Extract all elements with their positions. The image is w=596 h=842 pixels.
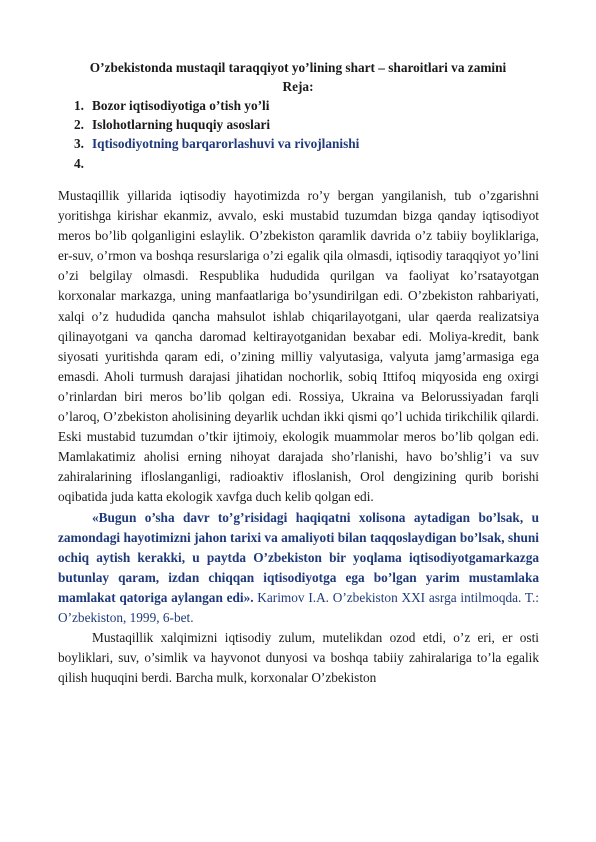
- plan-item: [74, 96, 359, 115]
- plan-item: [74, 134, 359, 153]
- plan-item-number: 1.: [74, 98, 84, 113]
- paragraph-intro: Mustaqillik yillarida iqtisodiy hayotimizda ro’y bergan yangilanish, tub o’zgarishni yoritishga kirishar ekanmiz, avvalo, eski mustabid tuzumdan bizga qanday iqtisodiyot meros bo’lib qolganligini eslaylik. O’zbekiston qaramlik davrida o’z tabiiy boyliklariga, er-suv, o’rmon va boshqa resurslariga o’zi egalik qila olmasdi, iqtisodiy taraqqiyot yo’lini o’zi belgilay olmasdi. Respublika hududida qurilgan va faoliyat ko’rsatayotgan korxonalar markazga, uning manfaatlariga bo’ysundirilgan edi. O’zbekiston rahbariyati, xalqi o’z hududida qancha mahsulot ishlab chiqarilayotgani, ular qaerda realizatsiya qilinayotgani va qancha daromad keltirayotganidan bexabar edi. Moliya-kredit, bank siyosati yuritishda qaram edi, o’zining milliy valyutasiga, valyuta jamg’armasiga ega emasdi. Aholi turmush darajasi jihatidan nochorlik, sobiq Ittifoq miqyosida eng oxirgi o’rinlardan biri meros bo’lib qolgan edi. Rossiya, Ukraina va Belorussiyadan farqli o’laroq, O’zbekiston aholisining deyarlik uchdan ikki qismi qo’l uchida tirikchilik qilardi. Eski mustabid tuzumdan o’tkir ijtimoiy, ekologik muammolar meros bo’lib qolgan edi. Mamlakatimiz aholisi erning nihoyat darajada sho’rlanishi, havo bo’shlig’i va suv zahiralarining ifloslanganligi, radioaktiv ifloslanish, Orol dengizining qurib borishi oqibatida juda katta ekologik xavfga duch kelib qolgan edi.: [58, 188, 539, 505]
- plan-item-text: Iqtisodiyotning barqarorlashuvi va rivojlanishi: [92, 136, 360, 152]
- plan-list: [74, 96, 359, 173]
- plan-item-number: 2.: [74, 117, 84, 133]
- plan-item: [74, 154, 359, 173]
- plan-item-text: Islohotlarning huquqiy asoslari: [92, 117, 271, 133]
- plan-heading: Reja:: [282, 79, 314, 94]
- page-title: O’zbekistonda mustaqil taraqqiyot yo’lining shart – sharoitlari va zamini: [89, 60, 507, 75]
- paragraph-independence: Mustaqillik xalqimizni iqtisodiy zulum, mutelikdan ozod etdi, o’z eri, er osti boyliklari, suv, o’simlik va hayvonot dunyosi va boshqa tabiiy zahiralariga to’la egalik qilish huquqini berdi. Barcha mulk, korxonalar O’zbekiston: [58, 630, 539, 686]
- plan-item-text: Bozor iqtisodiyotiga o’tish yo’li: [92, 98, 270, 113]
- paragraph-quote: [58, 508, 539, 629]
- quote-text: «Bugun o’sha davr to’g’risidagi haqiqatni xolisona aytadigan bo’lsak, u zamondagi hayotimizni jahon tarixi va amaliyoti bilan taqqoslaydigan bo’lsak, shuni ochiq aytish kerakki, u paytda O’zbekiston bir yoqlama iqtisodiyotgamarkazga butunlay qaram, izdan chiqqan iqtisodiyotga ega bo’lgan yarim mustamlaka mamlakat qatoriga aylangan edi».: [58, 509, 539, 605]
- plan-item-number: 4.: [74, 155, 84, 171]
- plan-item: [74, 115, 359, 134]
- body-text: [58, 186, 539, 688]
- plan-item-number: 3.: [74, 136, 84, 152]
- quote-citation: Karimov I.A. O’zbekiston XXI asrga intilmoqda. T.: O’zbekiston, 1999, 6-bet.: [58, 589, 540, 625]
